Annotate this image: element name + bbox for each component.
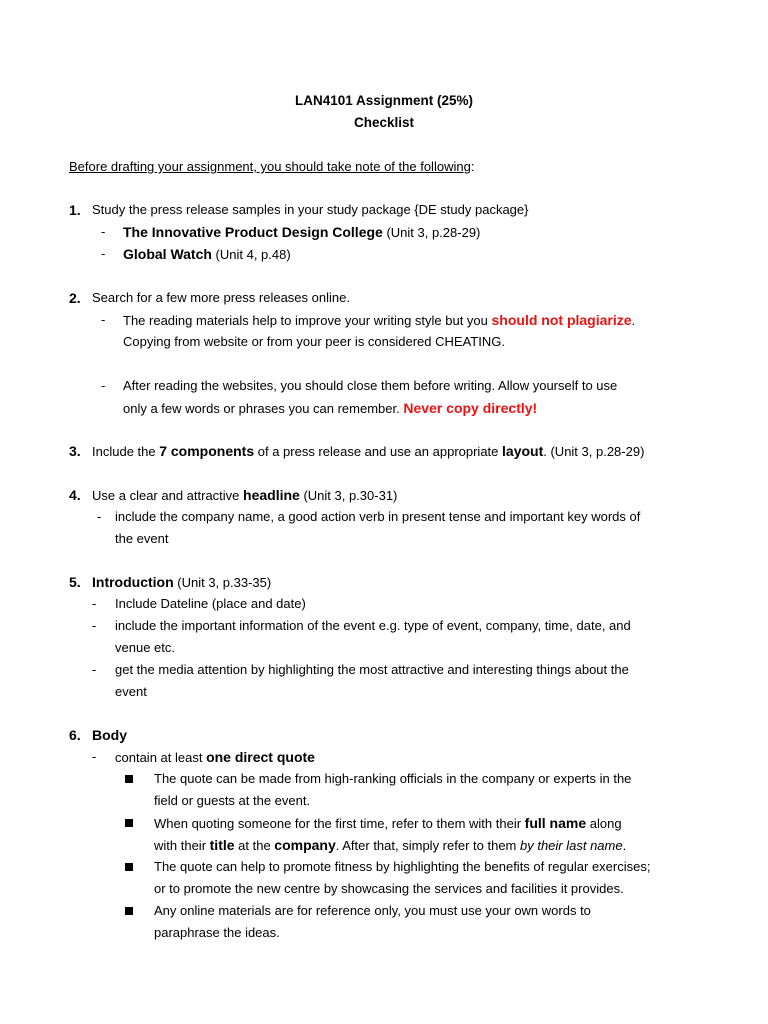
sub-item-text <box>115 595 306 613</box>
text-run: The quote can be made from high-ranking officials in the company or experts in the <box>154 771 632 786</box>
item-text <box>92 486 397 505</box>
emphasis-text: The Innovative Product Design College <box>123 224 383 240</box>
text-run: only a few words or phrases you can remember. <box>123 401 404 416</box>
bullet-text <box>154 770 631 788</box>
intro-colon: : <box>470 159 475 174</box>
warning-text: should not plagiarize <box>491 312 632 328</box>
item-number: 5. <box>69 574 81 590</box>
sub-item-text <box>115 617 631 635</box>
text-run: Include Dateline (place and date) <box>115 596 306 611</box>
emphasis-text: 7 components <box>159 443 255 459</box>
bullet-text <box>154 858 650 876</box>
item-text <box>92 726 127 745</box>
text-run: contain at least <box>115 750 207 765</box>
emphasis-text: headline <box>243 487 300 503</box>
bullet-text <box>154 924 280 942</box>
text-run: After reading the websites, you should close them before writing. Allow yourself to use <box>123 378 618 393</box>
text-run: field or guests at the event. <box>154 793 311 808</box>
square-bullet-icon <box>125 819 133 827</box>
emphasis-text: Body <box>92 727 127 743</box>
sub-item-text <box>123 311 635 330</box>
text-run: of a press release and use an appropriate <box>254 444 503 459</box>
dash-marker: - <box>92 596 97 611</box>
text-run: paraphrase the ideas. <box>154 925 280 940</box>
dash-marker: - <box>97 509 102 524</box>
text-run: get the media attention by highlighting the most attractive and interesting things about the <box>115 662 629 677</box>
bullet-text <box>154 792 310 810</box>
text-run: The reading materials help to improve your writing style but you <box>123 313 492 328</box>
bullet-text <box>154 836 626 855</box>
text-run: or to promote the new centre by showcasing the services and facilities it provides. <box>154 881 624 896</box>
bullet-text <box>154 814 622 833</box>
text-run: . <box>622 838 627 853</box>
document-title: LAN4101 Assignment (25%) <box>294 93 474 108</box>
dash-marker: - <box>101 246 106 261</box>
text-run: Any online materials are for reference only, you must use your own words to <box>154 903 591 918</box>
text-run: include the company name, a good action verb in present tense and important key words of <box>115 509 641 524</box>
sub-item-text <box>115 639 175 657</box>
emphasis-text: one direct quote <box>206 749 315 765</box>
dash-marker: - <box>101 224 106 239</box>
item-number: 1. <box>69 202 81 218</box>
text-run: with their <box>154 838 210 853</box>
emphasis-text: Global Watch <box>123 246 212 262</box>
emphasis-text: Introduction <box>92 574 174 590</box>
text-run: The quote can help to promote fitness by highlighting the benefits of regular exercises; <box>154 859 651 874</box>
square-bullet-icon <box>125 907 133 915</box>
sub-item-text <box>123 399 537 418</box>
square-bullet-icon <box>125 863 133 871</box>
emphasis-text: company <box>274 837 336 853</box>
text-run: along <box>586 816 622 831</box>
intro-line <box>69 158 474 176</box>
text-run: (Unit 3, p.30-31) <box>299 488 398 503</box>
item-number: 4. <box>69 487 81 503</box>
dash-marker: - <box>92 749 97 764</box>
item-number: 6. <box>69 727 81 743</box>
text-run: Use a clear and attractive <box>92 488 244 503</box>
text-run: (Unit 4, p.48) <box>211 247 291 262</box>
emphasis-text: layout <box>502 443 544 459</box>
item-text <box>92 573 271 592</box>
emphasis-text: title <box>209 837 235 853</box>
sub-item-text <box>123 333 505 351</box>
text-run: event <box>115 684 147 699</box>
text-run: When quoting someone for the first time, refer to them with their <box>154 816 525 831</box>
text-run: (Unit 3, p.33-35) <box>173 575 272 590</box>
sub-item-text <box>115 530 169 548</box>
text-run: . (Unit 3, p.28-29) <box>543 444 645 459</box>
document-subtitle: Checklist <box>353 115 415 130</box>
bullet-text <box>154 880 624 898</box>
dash-marker: - <box>101 378 106 393</box>
text-run: Search for a few more press releases online. <box>92 290 350 305</box>
text-run: . <box>631 313 636 328</box>
warning-text: Never copy directly! <box>403 400 538 416</box>
item-text <box>92 201 528 219</box>
sub-item-text <box>123 377 617 395</box>
sub-item-text <box>115 508 640 526</box>
dash-marker: - <box>101 312 106 327</box>
bullet-text <box>154 902 591 920</box>
text-run: (Unit 3, p.28-29) <box>382 225 481 240</box>
sub-item-text <box>115 661 629 679</box>
text-run: Include the <box>92 444 160 459</box>
item-number: 2. <box>69 290 81 306</box>
text-run: Study the press release samples in your study package {DE study package} <box>92 202 529 217</box>
text-run: venue etc. <box>115 640 175 655</box>
italic-text: by their last name <box>519 838 623 853</box>
square-bullet-icon <box>125 775 133 783</box>
intro-underlined: Before drafting your assignment, you should take note of the following <box>69 159 471 174</box>
item-number: 3. <box>69 443 81 459</box>
emphasis-text: full name <box>524 815 587 831</box>
sub-item-text <box>115 748 315 767</box>
dash-marker: - <box>92 618 97 633</box>
text-run: the event <box>115 531 169 546</box>
item-text <box>92 442 644 461</box>
sub-item-text <box>123 245 291 264</box>
text-run: Copying from website or from your peer is considered CHEATING. <box>123 334 505 349</box>
text-run: include the important information of the event e.g. type of event, company, time, date, and <box>115 618 631 633</box>
sub-item-text <box>123 223 480 242</box>
dash-marker: - <box>92 662 97 677</box>
item-text <box>92 289 350 307</box>
text-run: at the <box>234 838 275 853</box>
text-run: . After that, simply refer to them <box>335 838 520 853</box>
sub-item-text <box>115 683 147 701</box>
